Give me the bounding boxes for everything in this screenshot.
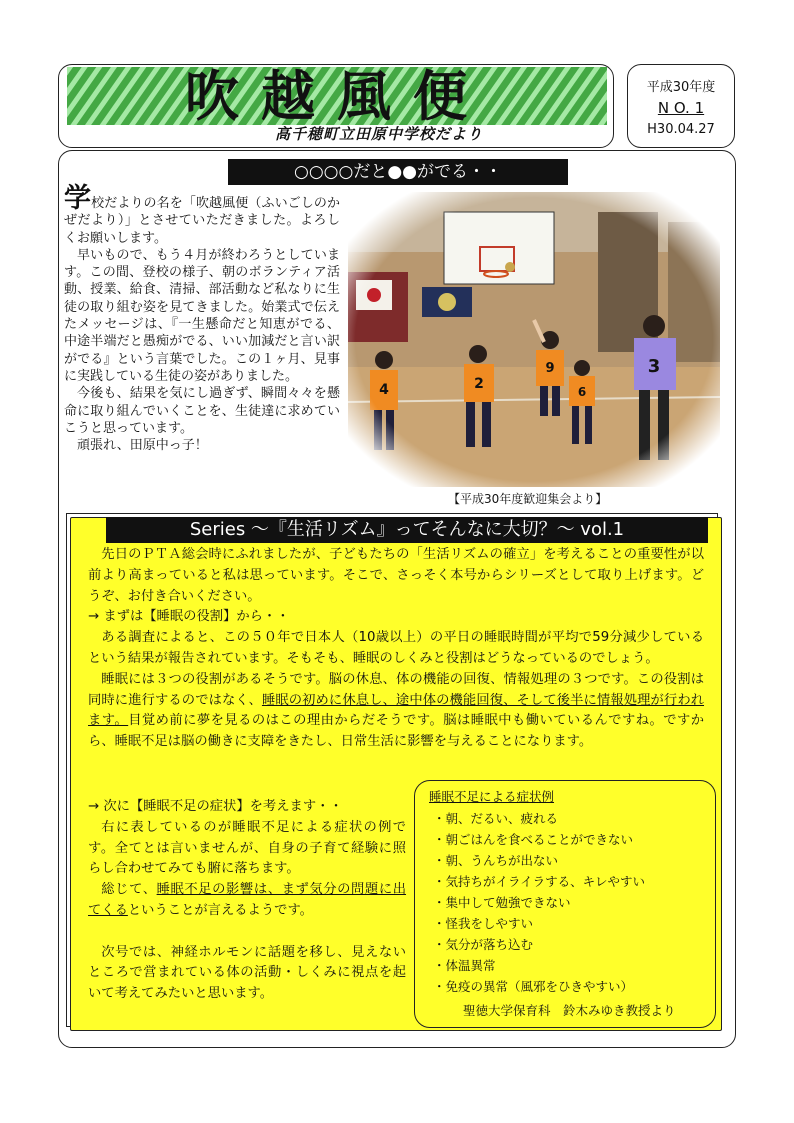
- symptom-item: ・集中して勉強できない: [433, 895, 571, 910]
- series-paragraph-5a: 総じて、: [101, 882, 157, 898]
- symptom-item: ・気持ちがイライラする、キレやすい: [433, 874, 646, 889]
- issue-info: [627, 64, 735, 148]
- masthead-frame: [58, 64, 614, 148]
- gym-photo: [348, 192, 720, 487]
- issue-date: H30.04.27: [647, 122, 715, 137]
- intro-paragraph-2: 早いもので、もう４月が終わろうとしています。この間、登校の様子、朝のボランティア活動、授業、給食、清掃、部活動など私なりに生徒の取り組む姿を見てきました。始業式で伝えたメッセージは、『一生懸命だと知恵がでる、中途半端だと愚痴がでる、いい加減だと言い訳がでる』という言葉でした。この１ヶ月、見事に実践している生徒の姿がありました。: [64, 247, 340, 384]
- series-paragraph-2: ある調査によると、この５０年で日本人（10歳以上）の平日の睡眠時間が平均で59分減少しているという結果が報告されています。そもそも、睡眠のしくみと役割はどうなっているのでしょう。: [88, 630, 704, 666]
- symptom-item: ・怪我をしやすい: [433, 916, 534, 931]
- series-arrow-2: → 次に【睡眠不足の症状】を考えます・・: [88, 799, 343, 814]
- symptom-title: 睡眠不足による症状例: [429, 789, 555, 804]
- intro-article: [64, 183, 340, 454]
- intro-paragraph-4: 頑張れ、田原中っ子！: [77, 438, 208, 454]
- series-arrow-1: → まずは【睡眠の役割】から・・: [88, 609, 290, 625]
- series-paragraph-4: 右に表しているのが睡眠不足による症状の例です。全てとは言いませんが、自身の子育て経験に照らし合わせてみても腑に落ちます。: [88, 819, 406, 877]
- series-paragraph-3b: 目覚め前に夢を見るのはこの理由からだそうです。脳は睡眠中も働いているんですね。ですから、睡眠不足は脳の働きに支障をきたし、日常生活に影響を与えることになります。: [88, 713, 705, 750]
- series-paragraph-3-underlined: 睡眠の初めに休息し、途中体の機能回復、そして後半に情報処理が行われます。: [88, 692, 705, 729]
- issue-year: 平成30年度: [646, 80, 716, 95]
- series-paragraph-1: 先日のＰＴＡ総会時にふれましたが、子どもたちの「生活リズムの確立」を考えることの重要性が以前より高まっていると私は思っています。そこで、さっそく本号からシリーズとして取り上げます。どうぞ、お付き合いください。: [88, 547, 704, 604]
- photo-caption: 【平成30年度歓迎集会より】: [448, 492, 608, 506]
- symptom-list: [433, 808, 645, 997]
- series-body-bottom: [88, 797, 406, 1005]
- intro-paragraph-3: 今後も、結果を気にし過ぎず、瞬間々々を懸命に取り組んでいくことを、生徒達に求めていこうと思っています。: [64, 386, 340, 436]
- masthead-title: 吹越風便: [185, 67, 489, 125]
- series-title: Series ～『生活リズム』ってそんなに大切？～ vol.1: [106, 517, 708, 543]
- series-paragraph-5-underlined: 睡眠不足の影響は、まず気分の問題に出てくる: [88, 882, 407, 918]
- masthead-subtitle: 高千穂町立田原中学校だより: [275, 125, 484, 143]
- headline: ○○○○だと●●がでる・・: [228, 159, 568, 185]
- dropcap: 学: [64, 183, 92, 214]
- symptom-item: ・体温異常: [433, 958, 496, 973]
- series-body-top: [88, 545, 704, 753]
- symptom-item: ・朝、だるい、疲れる: [433, 811, 559, 826]
- symptom-item: ・免疫の異常（風邪をひきやすい）: [433, 979, 634, 994]
- series-paragraph-3a: 睡眠には３つの役割があるそうです。脳の休息、体の機能の回復、情報処理の３つです。この役割は同時に進行するのではなく、: [88, 671, 704, 708]
- masthead-logo: [67, 67, 607, 125]
- symptom-item: ・気分が落ち込む: [433, 937, 534, 952]
- symptom-item: ・朝ごはんを食べることができない: [433, 832, 634, 847]
- symptom-box: [414, 780, 716, 1028]
- symptom-item: ・朝、うんちが出ない: [433, 853, 559, 868]
- issue-number: N O. 1: [657, 99, 705, 117]
- series-paragraph-5b: ということが言えるようです。: [127, 902, 313, 918]
- intro-paragraph-1: 校だよりの名を「吹越風便（ふいごしのかぜだより）」とさせていただきました。よろしくお願いします。: [64, 196, 340, 246]
- symptom-source: 聖徳大学保育科 鈴木みゆき教授より: [463, 1003, 676, 1018]
- series-paragraph-6: 次号では、神経ホルモンに話題を移し、見えないところで営まれている体の活動・しくみに視点を起いて考えてみたいと思います。: [88, 944, 406, 1002]
